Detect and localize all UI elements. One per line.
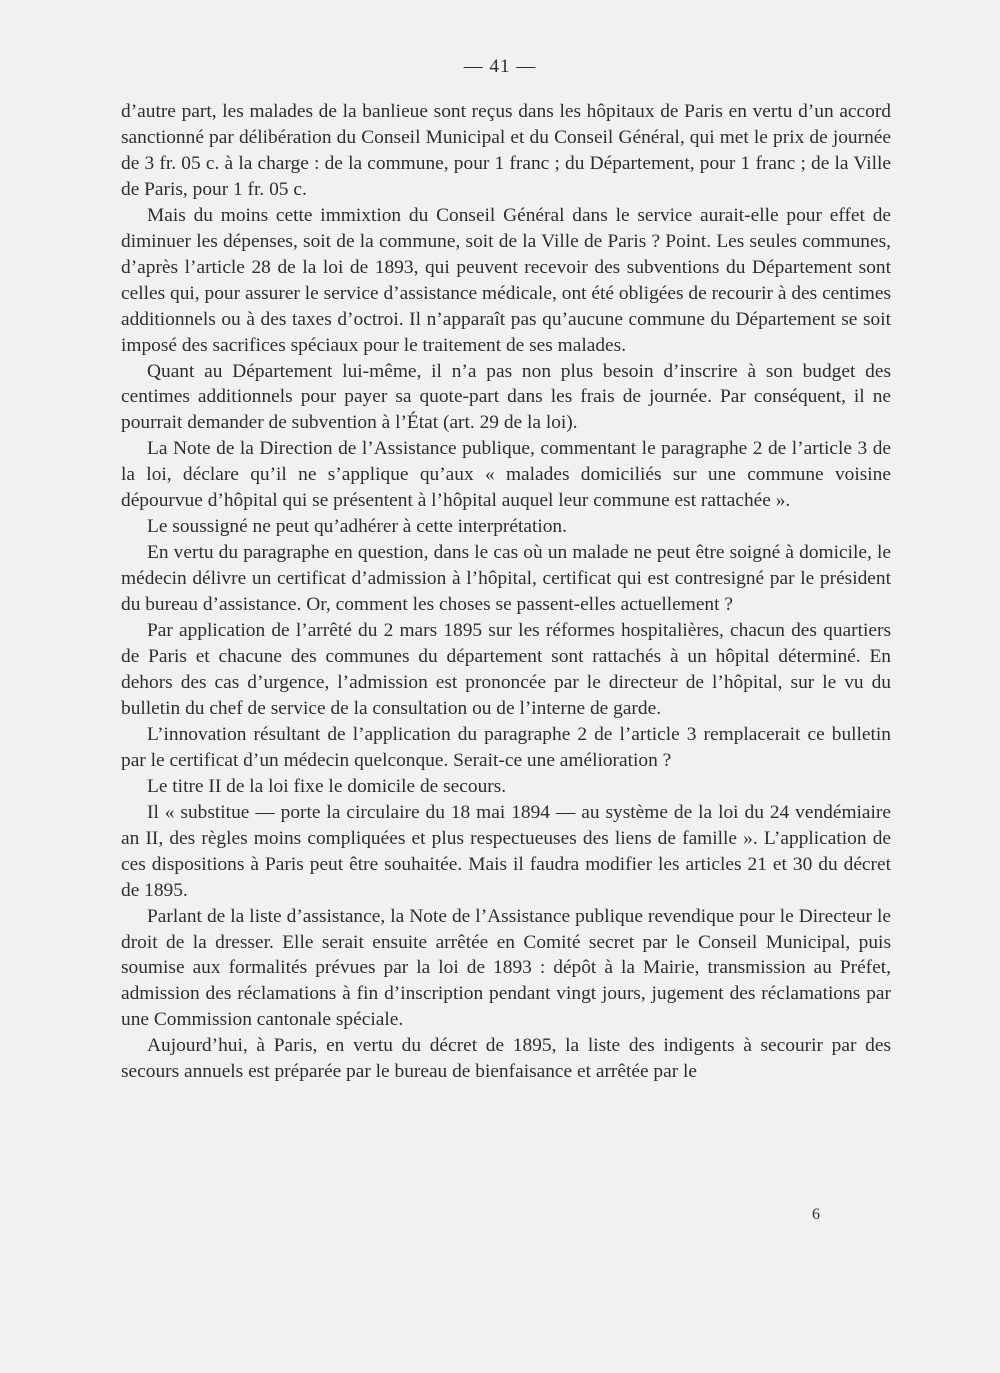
paragraph: L’innovation résultant de l’application du paragraphe 2 de l’article 3 remplacerait ce bulletin par le certificat d’un médecin quelconque. Serait-ce une amélioration ? xyxy=(121,723,891,771)
paragraph: Il « substitue — porte la circulaire du 18 mai 1894 — au système de la loi du 24 vendémiaire an II, des règles moins compliquées et plus respectueuses des liens de famille ». L’application de ces dispositions à Paris peut être souhaitée. Mais il faudra modifier les articles 21 et 30 du décret de 1895. xyxy=(121,801,891,901)
paragraph: Parlant de la liste d’assistance, la Note de l’Assistance publique revendique pour le Directeur le droit de la dresser. Elle serait ensuite arrêtée en Comité secret par le Conseil Municipal, puis soumise aux formalités prévues par la loi de 1893 : dépôt à la Mairie, transmission au Préfet, admission des réclamations à fin d’inscription pendant vingt jours, jugement des réclamations par une Commission cantonale spéciale. xyxy=(121,905,891,1031)
paragraph: En vertu du paragraphe en question, dans le cas où un malade ne peut être soigné à domicile, le médecin délivre un certificat d’admission à l’hôpital, certificat qui est contresigné par le président du bureau d’assistance. Or, comment les choses se passent-elles actuellement ? xyxy=(121,542,891,616)
body-text xyxy=(121,99,891,1085)
signature-mark: 6 xyxy=(812,1206,820,1223)
paragraph: Par application de l’arrêté du 2 mars 1895 sur les réformes hospitalières, chacun des quartiers de Paris et chacune des communes du département sont rattachés à un hôpital déterminé. En dehors des cas d’urgence, l’admission est prononcée par le directeur de l’hôpital, sur le vu du bulletin du chef de service de la consultation ou de l’interne de garde. xyxy=(121,620,891,719)
paragraph: Le titre II de la loi fixe le domicile de secours. xyxy=(147,775,507,797)
paragraph: La Note de la Direction de l’Assistance publique, commentant le paragraphe 2 de l’article 3 de la loi, déclare qu’il ne s’applique qu’aux « malades domiciliés sur une commune voisine dépourvue d’hôpital qui se présentent à l’hôpital auquel leur commune est rattachée ». xyxy=(121,438,891,512)
paragraph: Le soussigné ne peut qu’adhérer à cette interprétation. xyxy=(147,516,567,538)
paragraph: d’autre part, les malades de la banlieue sont reçus dans les hôpitaux de Paris en vertu d’un accord sanctionné par délibération du Conseil Municipal et du Conseil Général, qui met le prix de journée de 3 fr. 05 c. à la charge : de la commune, pour 1 franc ; du Département, pour 1 franc ; de la Ville de Paris, pour 1 fr. 05 c. xyxy=(121,101,891,200)
paragraph: Aujourd’hui, à Paris, en vertu du décret de 1895, la liste des indigents à secourir par des secours annuels est préparée par le bureau de bienfaisance et arrêtée par le xyxy=(121,1035,891,1083)
paragraph: Quant au Département lui-même, il n’a pas non plus besoin d’inscrire à son budget des centimes additionnels pour payer sa quote-part dans les frais de journée. Par conséquent, il ne pourrait demander de subvention à l’État (art. 29 de la loi). xyxy=(121,360,891,434)
page-number: — 41 — xyxy=(463,56,537,77)
paragraph: Mais du moins cette immixtion du Conseil Général dans le service aurait-elle pour effet de diminuer les dépenses, soit de la commune, soit de la Ville de Paris ? Point. Les seules communes, d’après l’article 28 de la loi de 1893, qui peuvent recevoir des subventions du Département sont celles qui, pour assurer le service d’assistance médicale, ont été obligées de recourir à des centimes additionnels ou à des taxes d’octroi. Il n’apparaît pas qu’aucune commune du Département se soit imposé des sacrifices spéciaux pour le traitement de ses malades. xyxy=(121,204,891,356)
